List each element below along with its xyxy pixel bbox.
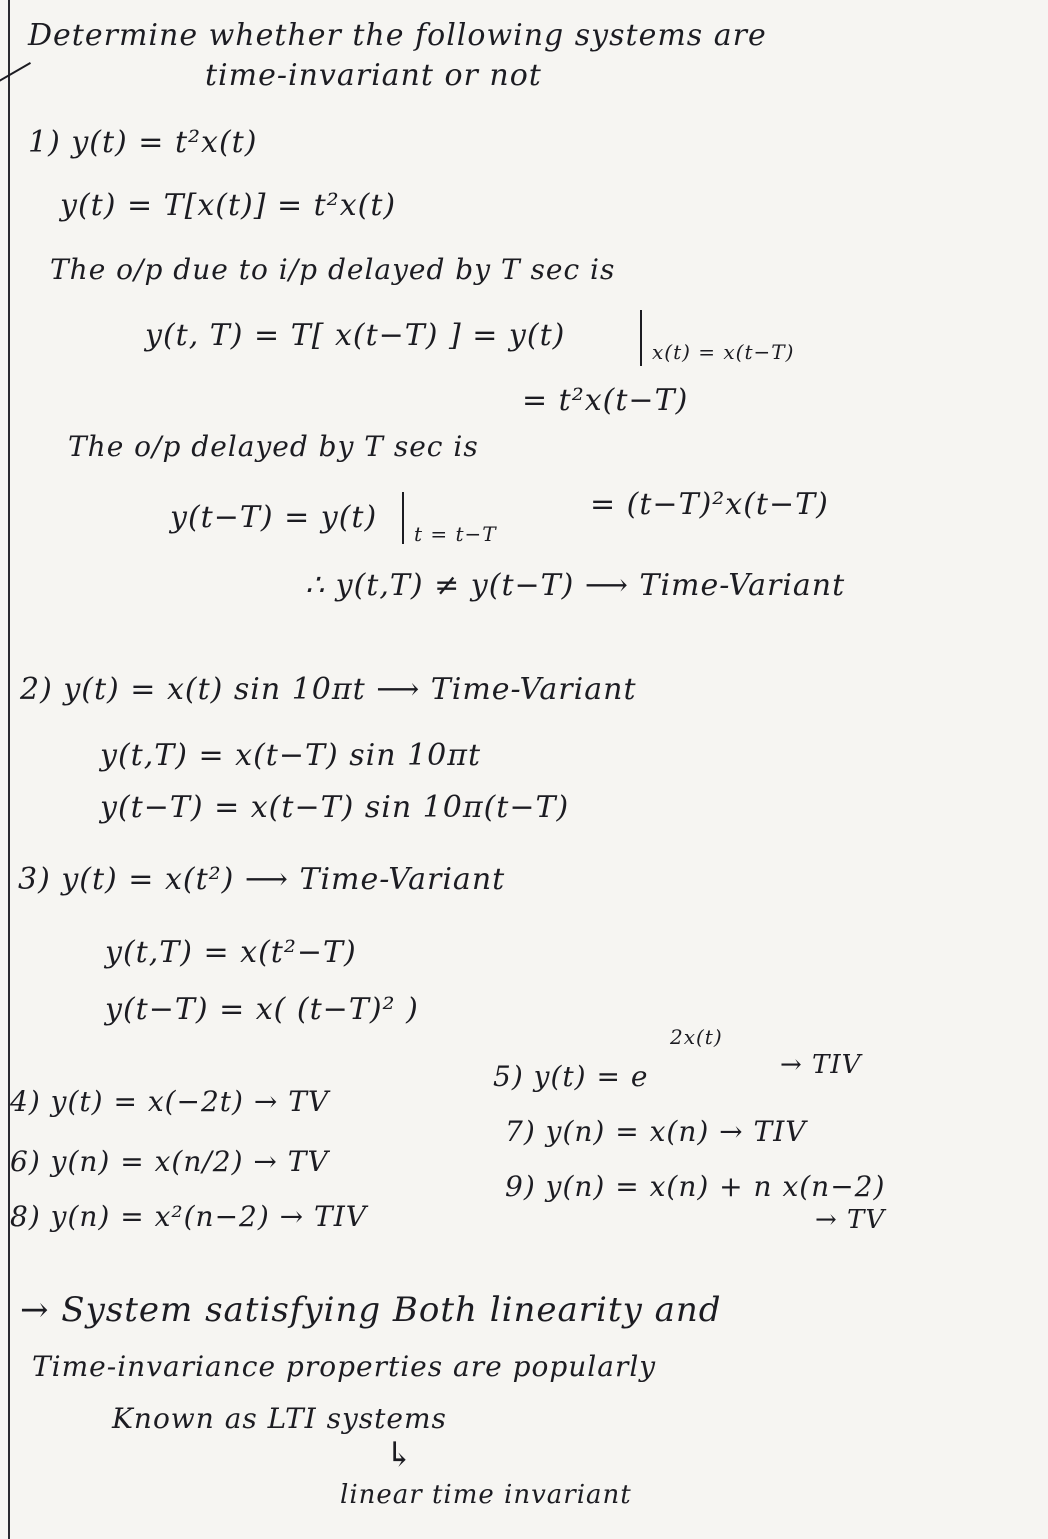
p6-line: 6) y(n) = x(n/2) → TV: [10, 1145, 329, 1178]
p9-result: → TV: [815, 1205, 886, 1235]
evaluation-bar: [402, 492, 404, 544]
p1-line-1: y(t) = T[x(t)] = t²x(t): [60, 188, 397, 223]
p5-line: 5) y(t) = e: [493, 1060, 649, 1093]
conclusion-line-1: → System satisfying Both linearity and: [20, 1290, 722, 1330]
check-mark: [0, 62, 31, 114]
conclusion-line-3: Known as LTI systems: [112, 1402, 447, 1435]
p4-line: 4) y(t) = x(−2t) → TV: [10, 1085, 330, 1118]
p1-line-3: y(t, T) = T[ x(t−T) ] = y(t): [145, 318, 566, 353]
heading-line-2: time-invariant or not: [205, 58, 542, 93]
p2-line-2: y(t−T) = x(t−T) sin 10π(t−T): [100, 790, 570, 825]
p7-line: 7) y(n) = x(n) → TIV: [505, 1115, 807, 1148]
heading-line-1: Determine whether the following systems are: [28, 18, 767, 53]
p2-equation: 2) y(t) = x(t) sin 10πt ⟶ Time-Variant: [20, 672, 637, 707]
p1-line-2: The o/p due to i/p delayed by T sec is: [50, 253, 616, 286]
p3-line-1: y(t,T) = x(t²−T): [105, 935, 357, 970]
p8-line: 8) y(n) = x²(n−2) → TIV: [10, 1200, 367, 1233]
conclusion-line-4: linear time invariant: [340, 1480, 632, 1510]
p9-line: 9) y(n) = x(n) + n x(n−2): [505, 1170, 886, 1203]
p1-conclusion: ∴ y(t,T) ≠ y(t−T) ⟶ Time-Variant: [305, 568, 846, 603]
p3-equation: 3) y(t) = x(t²) ⟶ Time-Variant: [18, 862, 506, 897]
p5-exponent: 2x(t): [670, 1025, 723, 1049]
p1-line-6b: = (t−T)²x(t−T): [590, 487, 829, 522]
margin-line: [8, 0, 10, 1539]
p3-line-2: y(t−T) = x( (t−T)² ): [105, 992, 419, 1027]
p1-line-6-sub: t = t−T: [414, 522, 497, 546]
p1-line-6: y(t−T) = y(t): [170, 500, 378, 535]
p2-line-1: y(t,T) = x(t−T) sin 10πt: [100, 738, 482, 773]
p1-equation: 1) y(t) = t²x(t): [28, 125, 258, 160]
p5-result: → TIV: [780, 1050, 862, 1080]
arrow-down-icon: ↳: [385, 1435, 415, 1475]
p1-line-4: = t²x(t−T): [522, 383, 689, 418]
p1-line-5: The o/p delayed by T sec is: [68, 430, 479, 463]
evaluation-bar: [640, 310, 642, 366]
p1-line-3-sub: x(t) = x(t−T): [652, 340, 795, 364]
conclusion-line-2: Time-invariance properties are popularly: [32, 1350, 657, 1383]
